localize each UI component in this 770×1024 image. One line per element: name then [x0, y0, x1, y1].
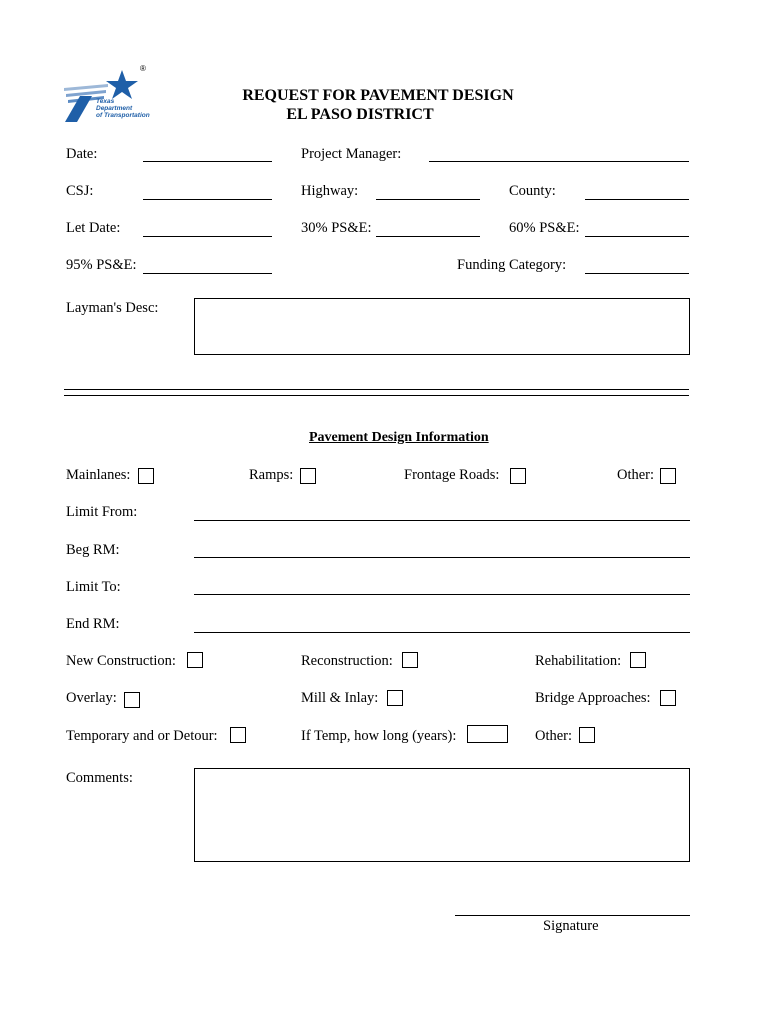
- pse-95-field[interactable]: [143, 273, 272, 274]
- other-checkbox[interactable]: [660, 468, 676, 484]
- highway-label: Highway:: [301, 183, 359, 199]
- pse-30-field[interactable]: [376, 236, 480, 237]
- limit-from-label: Limit From:: [66, 504, 138, 520]
- comments-box[interactable]: [194, 768, 690, 862]
- rehabilitation-checkbox[interactable]: [630, 652, 646, 668]
- form-title: REQUEST FOR PAVEMENT DESIGN: [242, 87, 514, 104]
- txdot-logo: [62, 64, 152, 126]
- beg-rm-label: Beg RM:: [66, 542, 120, 558]
- bridge-approaches-label: Bridge Approaches:: [535, 690, 651, 706]
- frontage-roads-checkbox[interactable]: [510, 468, 526, 484]
- csj-label: CSJ:: [66, 183, 94, 199]
- mill-inlay-checkbox[interactable]: [387, 690, 403, 706]
- let-date-label: Let Date:: [66, 220, 121, 236]
- comments-label: Comments:: [66, 770, 133, 786]
- limit-to-field[interactable]: [194, 594, 690, 595]
- beg-rm-field[interactable]: [194, 557, 690, 558]
- pse-95-label: 95% PS&E:: [66, 257, 137, 273]
- limit-from-field[interactable]: [194, 520, 690, 521]
- date-label: Date:: [66, 146, 98, 162]
- end-rm-label: End RM:: [66, 616, 120, 632]
- project-manager-field[interactable]: [429, 161, 689, 162]
- pse-60-label: 60% PS&E:: [509, 220, 580, 236]
- end-rm-field[interactable]: [194, 632, 690, 633]
- ramps-label: Ramps:: [249, 467, 294, 483]
- ramps-checkbox[interactable]: [300, 468, 316, 484]
- layman-desc-label: Layman's Desc:: [66, 300, 159, 316]
- mill-inlay-label: Mill & Inlay:: [301, 690, 379, 706]
- other-work-checkbox[interactable]: [579, 727, 595, 743]
- signature-label: Signature: [543, 918, 599, 934]
- csj-field[interactable]: [143, 199, 272, 200]
- pse-30-label: 30% PS&E:: [301, 220, 372, 236]
- layman-desc-box[interactable]: [194, 298, 690, 355]
- reconstruction-label: Reconstruction:: [301, 653, 393, 669]
- pse-60-field[interactable]: [585, 236, 689, 237]
- bridge-approaches-checkbox[interactable]: [660, 690, 676, 706]
- new-construction-label: New Construction:: [66, 653, 176, 669]
- pavement-design-section-title: Pavement Design Information: [309, 430, 489, 445]
- temp-years-field[interactable]: [467, 725, 508, 743]
- temp-years-label: If Temp, how long (years):: [301, 728, 457, 744]
- signature-field[interactable]: [455, 915, 690, 916]
- funding-category-label: Funding Category:: [457, 257, 567, 273]
- overlay-checkbox[interactable]: [124, 692, 140, 708]
- funding-category-field[interactable]: [585, 273, 689, 274]
- highway-field[interactable]: [376, 199, 480, 200]
- rehabilitation-label: Rehabilitation:: [535, 653, 622, 669]
- county-label: County:: [509, 183, 556, 199]
- limit-to-label: Limit To:: [66, 579, 121, 595]
- frontage-roads-label: Frontage Roads:: [404, 467, 500, 483]
- logo-line-1: Texas: [96, 98, 115, 105]
- date-field[interactable]: [143, 161, 272, 162]
- mainlanes-label: Mainlanes:: [66, 467, 131, 483]
- new-construction-checkbox[interactable]: [187, 652, 203, 668]
- logo-line-3: of Transportation: [96, 112, 150, 119]
- overlay-label: Overlay:: [66, 690, 117, 706]
- logo-line-2: Department: [96, 105, 133, 112]
- mainlanes-checkbox[interactable]: [138, 468, 154, 484]
- section-divider: [64, 389, 689, 396]
- other-work-label: Other:: [535, 728, 573, 744]
- other-label: Other:: [617, 467, 655, 483]
- temp-detour-checkbox[interactable]: [230, 727, 246, 743]
- county-field[interactable]: [585, 199, 689, 200]
- let-date-field[interactable]: [143, 236, 272, 237]
- registered-mark: ®: [140, 64, 146, 73]
- reconstruction-checkbox[interactable]: [402, 652, 418, 668]
- project-manager-label: Project Manager:: [301, 146, 402, 162]
- temp-detour-label: Temporary and or Detour:: [66, 728, 218, 744]
- form-subtitle: EL PASO DISTRICT: [286, 106, 434, 123]
